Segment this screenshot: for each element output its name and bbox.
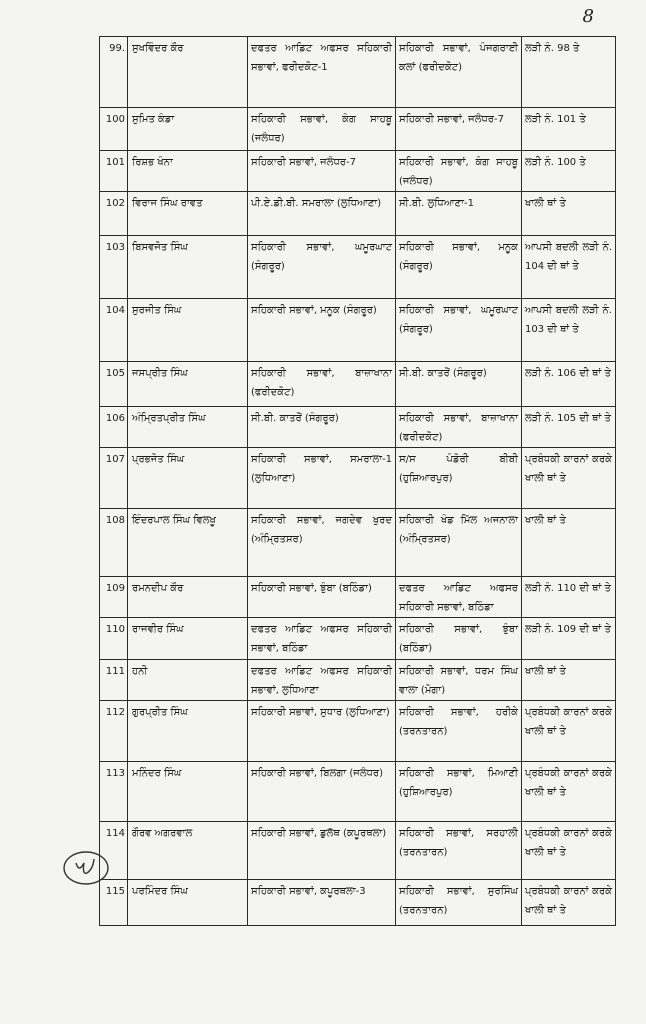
- cell-from: ਸਹਿਕਾਰੀ ਸਭਾਵਾਂ, ਬਿਲਗਾ (ਜਲੰਧਰ): [248, 762, 396, 822]
- cell-remarks: ਪ੍ਰਬੰਧਕੀ ਕਾਰਨਾਂ ਕਰਕੇ ਖਾਲੀ ਥਾਂ ਤੇ: [522, 880, 616, 926]
- cell-to: ਸਹਿਕਾਰੀ ਸਭਾਵਾਂ, ਪੰਜਗਰਾਈ ਕਲਾਂ (ਫਰੀਦਕੋਟ): [396, 37, 522, 108]
- cell-remarks: ਲੜੀ ਨੰ. 101 ਤੇ: [522, 108, 616, 151]
- cell-sn: 112: [100, 701, 128, 762]
- page-number: 8: [582, 6, 594, 27]
- cell-from: ਦਫਤਰ ਆਡਿਟ ਅਫਸਰ ਸਹਿਕਾਰੀ ਸਭਾਵਾਂ, ਫਰੀਦਕੋਟ-1: [248, 37, 396, 108]
- cell-remarks: ਪ੍ਰਬੰਧਕੀ ਕਾਰਨਾਂ ਕਰਕੇ ਖਾਲੀ ਥਾਂ ਤੇ: [522, 762, 616, 822]
- table-row: [100, 577, 616, 618]
- cell-remarks: ਪ੍ਰਬੰਧਕੀ ਕਾਰਨਾਂ ਕਰਕੇ ਖਾਲੀ ਥਾਂ ਤੇ: [522, 822, 616, 880]
- cell-name: ਸੁਖਵਿੰਦਰ ਕੌਰ: [128, 37, 248, 108]
- cell-sn: 110: [100, 618, 128, 660]
- cell-from: ਸਹਿਕਾਰੀ ਸਭਾਵਾਂ, ਮਨੂਕ (ਸੰਗਰੂਰ): [248, 299, 396, 362]
- cell-sn: 99.: [100, 37, 128, 108]
- table-row: [100, 37, 616, 108]
- cell-remarks: ਲੜੀ ਨੰ. 110 ਦੀ ਥਾਂ ਤੇ: [522, 577, 616, 618]
- cell-from: ਸਹਿਕਾਰੀ ਸਭਾਵਾਂ, ਕੰਗ ਸਾਹਬੂ (ਜਲੰਧਰ): [248, 108, 396, 151]
- cell-name: ਰਾਜਵੀਰ ਸਿੰਘ: [128, 618, 248, 660]
- handwritten-initials: [60, 848, 112, 888]
- cell-to: ਸਹਿਕਾਰੀ ਸਭਾਵਾਂ, ਹਰੀਕੇ (ਤਰਨਤਾਰਨ): [396, 701, 522, 762]
- table-row: [100, 880, 616, 926]
- cell-sn: 102: [100, 192, 128, 236]
- cell-to: ਸ/ਸ ਪੰਡੋਰੀ ਬੀਬੀ (ਹੁਸ਼ਿਆਰਪੁਰ): [396, 448, 522, 509]
- table-row: [100, 701, 616, 762]
- cell-from: ਸਹਿਕਾਰੀ ਸਭਾਵਾਂ, ਕਪੂਰਥਲਾ-3: [248, 880, 396, 926]
- cell-from: ਸਹਿਕਾਰੀ ਸਭਾਵਾਂ, ਜਲੰਧਰ-7: [248, 151, 396, 192]
- cell-from: ਸਹਿਕਾਰੀ ਸਭਾਵਾਂ, ਡੁਲੱਥ (ਕਪੂਰਥਲਾ): [248, 822, 396, 880]
- cell-sn: 114: [100, 822, 128, 880]
- cell-sn: 109: [100, 577, 128, 618]
- cell-name: ਬਿਸਵਜੋਤ ਸਿੰਘ: [128, 236, 248, 299]
- table-row: [100, 236, 616, 299]
- table-row: [100, 762, 616, 822]
- cell-from: ਸਹਿਕਾਰੀ ਸਭਾਵਾਂ, ਝੁੰਬਾ (ਬਠਿੰਡਾ): [248, 577, 396, 618]
- cell-name: ਰਮਨਦੀਪ ਕੌਰ: [128, 577, 248, 618]
- table-body: [100, 37, 616, 926]
- cell-remarks: ਖਾਲੀ ਥਾਂ ਤੇ: [522, 509, 616, 577]
- table-row: [100, 108, 616, 151]
- table-row: [100, 660, 616, 701]
- cell-from: ਸਹਿਕਾਰੀ ਸਭਾਵਾਂ, ਘਮੂਰਘਾਟ (ਸੰਗਰੂਰ): [248, 236, 396, 299]
- cell-sn: 103: [100, 236, 128, 299]
- cell-name: ਇੰਦਰਪਾਲ ਸਿੰਘ ਵਿਲਖੂ: [128, 509, 248, 577]
- cell-name: ਸੁਰਜੀਤ ਸਿੰਘ: [128, 299, 248, 362]
- cell-from: ਦਫਤਰ ਆਡਿਟ ਅਫਸਰ ਸਹਿਕਾਰੀ ਸਭਾਵਾਂ, ਬਠਿੰਡਾ: [248, 618, 396, 660]
- cell-from: ਸਹਿਕਾਰੀ ਸਭਾਵਾਂ, ਸੁਧਾਰ (ਲੁਧਿਆਣਾ): [248, 701, 396, 762]
- cell-name: ਮਨਿੰਦਰ ਸਿੰਘ: [128, 762, 248, 822]
- cell-to: ਸੀ.ਬੀ. ਕਾਤਰੋਂ (ਸੰਗਰੂਰ): [396, 362, 522, 407]
- cell-sn: 106: [100, 407, 128, 448]
- cell-to: ਸਹਿਕਾਰੀ ਸਭਾਵਾਂ, ਬਾਜ਼ਾਖਾਨਾ (ਫਰੀਦਕੋਟ): [396, 407, 522, 448]
- table-row: [100, 448, 616, 509]
- cell-sn: 115: [100, 880, 128, 926]
- table-row: [100, 192, 616, 236]
- cell-to: ਸਹਿਕਾਰੀ ਸਭਾਵਾਂ, ਝੁੰਬਾ (ਬਠਿੰਡਾ): [396, 618, 522, 660]
- cell-to: ਸਹਿਕਾਰੀ ਸਭਾਵਾਂ, ਕੰਗ ਸਾਹਬੂ (ਜਲੰਧਰ): [396, 151, 522, 192]
- table-row: [100, 822, 616, 880]
- table-row: [100, 509, 616, 577]
- cell-sn: 105: [100, 362, 128, 407]
- cell-to: ਸਹਿਕਾਰੀ ਸਭਾਵਾਂ, ਜਲੰਧਰ-7: [396, 108, 522, 151]
- cell-from: ਸਹਿਕਾਰੀ ਸਭਾਵਾਂ, ਜਗਦੇਵ ਖੁਰਦ (ਅੰਮ੍ਰਿਤਸਰ): [248, 509, 396, 577]
- cell-remarks: ਆਪਸੀ ਬਦਲੀ ਲੜੀ ਨੰ. 104 ਦੀ ਥਾਂ ਤੇ: [522, 236, 616, 299]
- cell-name: ਪ੍ਰਭਜੋਤ ਸਿੰਘ: [128, 448, 248, 509]
- cell-to: ਸਹਿਕਾਰੀ ਸਭਾਵਾਂ, ਮਨੂਕ (ਸੰਗਰੂਰ): [396, 236, 522, 299]
- cell-from: ਪੀ.ਏ.ਡੀ.ਬੀ. ਸਮਰਾਲਾ (ਲੁਧਿਆਣਾ): [248, 192, 396, 236]
- table-row: [100, 151, 616, 192]
- transfer-table: [99, 36, 616, 926]
- cell-remarks: ਲੜੀ ਨੰ. 100 ਤੇ: [522, 151, 616, 192]
- table-row: [100, 618, 616, 660]
- cell-sn: 108: [100, 509, 128, 577]
- cell-from: ਸੀ.ਬੀ. ਕਾਤਰੋਂ (ਸੰਗਰੂਰ): [248, 407, 396, 448]
- cell-name: ਪਰਮਿੰਦਰ ਸਿੰਘ: [128, 880, 248, 926]
- table-row: [100, 362, 616, 407]
- cell-remarks: ਲੜੀ ਨੰ. 98 ਤੇ: [522, 37, 616, 108]
- cell-name: ਸੁਮਿਤ ਕੰਡਾ: [128, 108, 248, 151]
- cell-name: ਗੌਰਵ ਅਗਰਵਾਲ: [128, 822, 248, 880]
- cell-from: ਦਫਤਰ ਆਡਿਟ ਅਫਸਰ ਸਹਿਕਾਰੀ ਸਭਾਵਾਂ, ਲੁਧਿਆਣਾ: [248, 660, 396, 701]
- table-row: [100, 299, 616, 362]
- cell-from: ਸਹਿਕਾਰੀ ਸਭਾਵਾਂ, ਬਾਜ਼ਾਖਾਨਾ (ਫਰੀਦਕੋਟ): [248, 362, 396, 407]
- cell-remarks: ਖਾਲੀ ਥਾਂ ਤੇ: [522, 192, 616, 236]
- cell-remarks: ਲੜੀ ਨੰ. 105 ਦੀ ਥਾਂ ਤੇ: [522, 407, 616, 448]
- cell-to: ਸਹਿਕਾਰੀ ਸਭਾਵਾਂ, ਸਰਹਾਲੀ (ਤਰਨਤਾਰਨ): [396, 822, 522, 880]
- cell-to: ਸਹਿਕਾਰੀ ਸਭਾਵਾਂ, ਮਿਆਣੀ (ਹੁਸ਼ਿਆਰਪੁਰ): [396, 762, 522, 822]
- cell-sn: 111: [100, 660, 128, 701]
- cell-to: ਦਫਤਰ ਆਡਿਟ ਅਫਸਰ ਸਹਿਕਾਰੀ ਸਭਾਵਾਂ, ਬਠਿੰਡਾ: [396, 577, 522, 618]
- cell-name: ਹਨੀ: [128, 660, 248, 701]
- cell-sn: 113: [100, 762, 128, 822]
- cell-sn: 107: [100, 448, 128, 509]
- cell-to: ਸਹਿਕਾਰੀ ਸਭਾਵਾਂ, ਘਮੂਰਘਾਟ (ਸੰਗਰੂਰ): [396, 299, 522, 362]
- cell-name: ਵਿਰਾਜ ਸਿੰਘ ਰਾਵਤ: [128, 192, 248, 236]
- cell-to: ਸਹਿਕਾਰੀ ਖੰਡ ਮਿੱਲ ਅਜਨਾਲਾ (ਅੰਮ੍ਰਿਤਸਰ): [396, 509, 522, 577]
- cell-sn: 100: [100, 108, 128, 151]
- cell-to: ਸੀ.ਬੀ. ਲੁਧਿਆਣਾ-1: [396, 192, 522, 236]
- cell-remarks: ਲੜੀ ਨੰ. 106 ਦੀ ਥਾਂ ਤੇ: [522, 362, 616, 407]
- cell-sn: 104: [100, 299, 128, 362]
- cell-remarks: ਪ੍ਰਬੰਧਕੀ ਕਾਰਨਾਂ ਕਰਕੇ ਖਾਲੀ ਥਾਂ ਤੇ: [522, 701, 616, 762]
- cell-name: ਰਿਸ਼ਭ ਖੰਨਾ: [128, 151, 248, 192]
- cell-to: ਸਹਿਕਾਰੀ ਸਭਾਵਾਂ, ਸੁਰਸਿੰਘ (ਤਰਨਤਾਰਨ): [396, 880, 522, 926]
- cell-name: ਗੁਰਪ੍ਰੀਤ ਸਿੰਘ: [128, 701, 248, 762]
- cell-remarks: ਪ੍ਰਬੰਧਕੀ ਕਾਰਨਾਂ ਕਰਕੇ ਖਾਲੀ ਥਾਂ ਤੇ: [522, 448, 616, 509]
- table-row: [100, 407, 616, 448]
- cell-remarks: ਲੜੀ ਨੰ. 109 ਦੀ ਥਾਂ ਤੇ: [522, 618, 616, 660]
- cell-name: ਜਸਪ੍ਰੀਤ ਸਿੰਘ: [128, 362, 248, 407]
- cell-name: ਅੰਮ੍ਰਿਤਪ੍ਰੀਤ ਸਿੰਘ: [128, 407, 248, 448]
- cell-remarks: ਆਪਸੀ ਬਦਲੀ ਲੜੀ ਨੰ. 103 ਦੀ ਥਾਂ ਤੇ: [522, 299, 616, 362]
- cell-sn: 101: [100, 151, 128, 192]
- cell-from: ਸਹਿਕਾਰੀ ਸਭਾਵਾਂ, ਸਮਰਾਲਾ-1 (ਲੁਧਿਆਣਾ): [248, 448, 396, 509]
- cell-remarks: ਖਾਲੀ ਥਾਂ ਤੇ: [522, 660, 616, 701]
- cell-to: ਸਹਿਕਾਰੀ ਸਭਾਵਾਂ, ਧਰਮ ਸਿੰਘ ਵਾਲਾ (ਮੋਗਾ): [396, 660, 522, 701]
